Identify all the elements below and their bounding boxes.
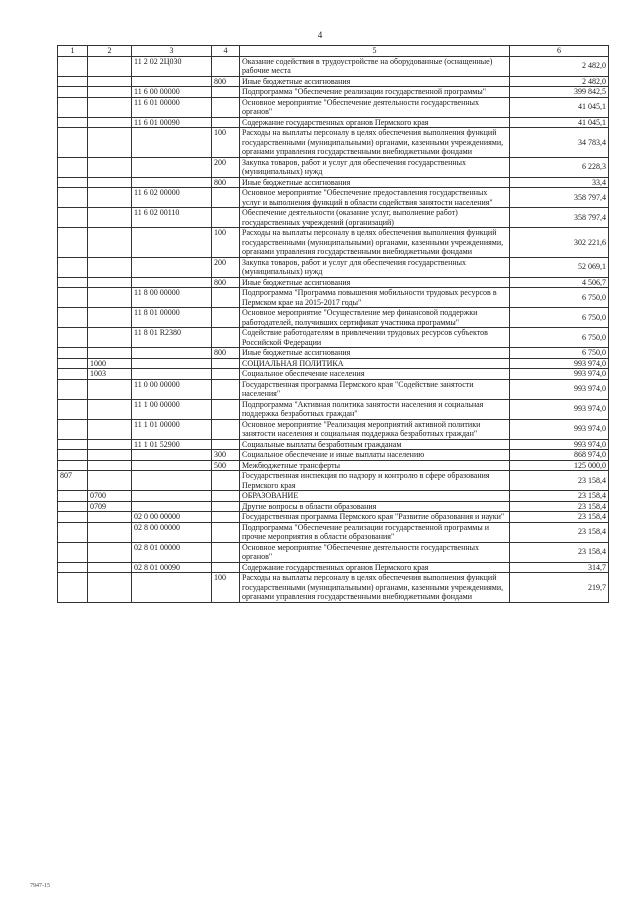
section-code-cell: 0700 (88, 491, 132, 502)
amount-cell: 41 045,1 (510, 117, 609, 128)
section-code-cell (88, 257, 132, 277)
table-row (58, 348, 609, 359)
budget-table (57, 45, 609, 603)
target-article-cell: 11 1 01 52900 (132, 439, 212, 450)
amount-cell: 868 974,0 (510, 450, 609, 461)
item-name-cell: Иные бюджетные ассигнования (240, 177, 510, 188)
amount-cell: 6 750,0 (510, 308, 609, 328)
item-name-cell: Основное мероприятие "Обеспечение предоставления государственных услуг и выполнения функций в области содействия занятости населения" (240, 188, 510, 208)
amount-cell: 23 158,4 (510, 471, 609, 491)
amount-cell: 33,4 (510, 177, 609, 188)
item-name-cell: Подпрограмма "Обеспечение реализации государственной программы" (240, 87, 510, 98)
section-code-cell (88, 328, 132, 348)
section-code-cell (88, 512, 132, 523)
target-article-cell: 11 6 01 00090 (132, 117, 212, 128)
table-row (58, 460, 609, 471)
ministry-code-cell (58, 208, 88, 228)
target-article-cell (132, 128, 212, 158)
ministry-code-cell (58, 177, 88, 188)
section-code-cell (88, 419, 132, 439)
item-name-cell: Расходы на выплаты персоналу в целях обеспечения выполнения функций государственными (муниципальными) органами, казенными учреждениями, органами управления государственными внебюджетными фондами (240, 573, 510, 603)
expense-type-cell: 800 (212, 177, 240, 188)
section-code-cell (88, 562, 132, 573)
expense-type-cell: 800 (212, 348, 240, 359)
amount-cell: 399 842,5 (510, 87, 609, 98)
table-row (58, 573, 609, 603)
target-article-cell: 11 1 00 00000 (132, 399, 212, 419)
item-name-cell: Иные бюджетные ассигнования (240, 277, 510, 288)
expense-type-cell (212, 208, 240, 228)
amount-cell: 23 158,4 (510, 542, 609, 562)
expense-type-cell (212, 308, 240, 328)
item-name-cell: Расходы на выплаты персоналу в целях обеспечения выполнения функций государственными (муниципальными) органами, казенными учреждениями, органами управления государственными внебюджетными фондами (240, 128, 510, 158)
table-row (58, 177, 609, 188)
section-code-cell (88, 399, 132, 419)
footer-code: 7947-15 (30, 883, 50, 889)
target-article-cell (132, 277, 212, 288)
ministry-code-cell (58, 97, 88, 117)
table-row (58, 188, 609, 208)
amount-cell: 993 974,0 (510, 419, 609, 439)
section-code-cell (88, 76, 132, 87)
ministry-code-cell (58, 460, 88, 471)
item-name-cell: Социальные выплаты безработным гражданам (240, 439, 510, 450)
ministry-code-cell (58, 228, 88, 258)
target-article-cell (132, 369, 212, 380)
ministry-code-cell (58, 87, 88, 98)
expense-type-cell: 100 (212, 573, 240, 603)
amount-cell: 2 482,0 (510, 76, 609, 87)
amount-cell: 993 974,0 (510, 439, 609, 450)
expense-type-cell (212, 491, 240, 502)
section-code-cell: 0709 (88, 501, 132, 512)
header-col-5: 5 (240, 46, 510, 57)
table-row (58, 228, 609, 258)
expense-type-cell (212, 512, 240, 523)
expense-type-cell (212, 56, 240, 76)
amount-cell: 23 158,4 (510, 512, 609, 523)
table-body (58, 56, 609, 602)
target-article-cell: 02 8 01 00090 (132, 562, 212, 573)
table-row (58, 562, 609, 573)
ministry-code-cell (58, 562, 88, 573)
ministry-code-cell (58, 76, 88, 87)
table-row (58, 379, 609, 399)
expense-type-cell (212, 328, 240, 348)
ministry-code-cell (58, 277, 88, 288)
item-name-cell: Основное мероприятие "Обеспечение деятельности государственных органов" (240, 97, 510, 117)
amount-cell: 34 783,4 (510, 128, 609, 158)
target-article-cell: 11 8 00 00000 (132, 288, 212, 308)
expense-type-cell: 300 (212, 450, 240, 461)
section-code-cell (88, 188, 132, 208)
item-name-cell: Содействие работодателям в привлечении трудовых ресурсов субъектов Российской Федерации (240, 328, 510, 348)
section-code-cell (88, 277, 132, 288)
table-row (58, 208, 609, 228)
amount-cell: 993 974,0 (510, 358, 609, 369)
item-name-cell: Государственная программа Пермского края "Развитие образования и науки" (240, 512, 510, 523)
expense-type-cell: 200 (212, 157, 240, 177)
section-code-cell: 1003 (88, 369, 132, 380)
target-article-cell (132, 177, 212, 188)
table-row (58, 491, 609, 502)
ministry-code-cell (58, 491, 88, 502)
ministry-code-cell (58, 512, 88, 523)
item-name-cell: Государственная инспекция по надзору и контролю в сфере образования Пермского края (240, 471, 510, 491)
section-code-cell (88, 157, 132, 177)
table-row (58, 522, 609, 542)
ministry-code-cell (58, 157, 88, 177)
section-code-cell (88, 460, 132, 471)
target-article-cell: 02 8 00 00000 (132, 522, 212, 542)
item-name-cell: Иные бюджетные ассигнования (240, 348, 510, 359)
section-code-cell (88, 471, 132, 491)
target-article-cell (132, 358, 212, 369)
ministry-code-cell (58, 522, 88, 542)
target-article-cell (132, 573, 212, 603)
amount-cell: 993 974,0 (510, 399, 609, 419)
table-row (58, 257, 609, 277)
table-row (58, 542, 609, 562)
target-article-cell (132, 76, 212, 87)
expense-type-cell: 100 (212, 228, 240, 258)
section-code-cell: 1000 (88, 358, 132, 369)
expense-type-cell: 800 (212, 277, 240, 288)
expense-type-cell (212, 369, 240, 380)
table-row (58, 117, 609, 128)
expense-type-cell (212, 439, 240, 450)
amount-cell: 2 482,0 (510, 56, 609, 76)
section-code-cell (88, 379, 132, 399)
expense-type-cell (212, 501, 240, 512)
section-code-cell (88, 573, 132, 603)
expense-type-cell: 100 (212, 128, 240, 158)
expense-type-cell (212, 399, 240, 419)
table-row (58, 97, 609, 117)
table-row (58, 76, 609, 87)
ministry-code-cell (58, 257, 88, 277)
item-name-cell: Основное мероприятие "Реализация мероприятий активной политики занятости населения и социальная поддержка безработных граждан" (240, 419, 510, 439)
section-code-cell (88, 522, 132, 542)
ministry-code-cell (58, 439, 88, 450)
target-article-cell (132, 348, 212, 359)
header-col-6: 6 (510, 46, 609, 57)
item-name-cell: Подпрограмма "Обеспечение реализации государственной программы и прочие мероприятия в области образования" (240, 522, 510, 542)
table-row (58, 308, 609, 328)
amount-cell: 314,7 (510, 562, 609, 573)
amount-cell: 23 158,4 (510, 501, 609, 512)
table-row (58, 450, 609, 461)
table-row (58, 277, 609, 288)
table-row (58, 87, 609, 98)
expense-type-cell (212, 358, 240, 369)
expense-type-cell (212, 288, 240, 308)
amount-cell: 358 797,4 (510, 208, 609, 228)
expense-type-cell (212, 97, 240, 117)
table-row (58, 358, 609, 369)
expense-type-cell (212, 419, 240, 439)
ministry-code-cell (58, 188, 88, 208)
item-name-cell: Социальное обеспечение и иные выплаты населению (240, 450, 510, 461)
item-name-cell: Другие вопросы в области образования (240, 501, 510, 512)
item-name-cell: Содержание государственных органов Пермского края (240, 117, 510, 128)
expense-type-cell (212, 188, 240, 208)
ministry-code-cell (58, 399, 88, 419)
amount-cell: 23 158,4 (510, 522, 609, 542)
ministry-code-cell (58, 117, 88, 128)
item-name-cell: Расходы на выплаты персоналу в целях обеспечения выполнения функций государственными (муниципальными) органами, казенными учреждениями, органами управления государственными внебюджетными фондами (240, 228, 510, 258)
table-row (58, 419, 609, 439)
target-article-cell: 11 6 01 00000 (132, 97, 212, 117)
ministry-code-cell (58, 573, 88, 603)
table-row (58, 56, 609, 76)
ministry-code-cell (58, 501, 88, 512)
expense-type-cell (212, 542, 240, 562)
section-code-cell (88, 56, 132, 76)
amount-cell: 6 750,0 (510, 348, 609, 359)
header-col-2: 2 (88, 46, 132, 57)
item-name-cell: Закупка товаров, работ и услуг для обеспечения государственных (муниципальных) нужд (240, 257, 510, 277)
item-name-cell: Закупка товаров, работ и услуг для обеспечения государственных (муниципальных) нужд (240, 157, 510, 177)
target-article-cell (132, 501, 212, 512)
amount-cell: 6 750,0 (510, 288, 609, 308)
target-article-cell (132, 491, 212, 502)
target-article-cell: 02 0 00 00000 (132, 512, 212, 523)
section-code-cell (88, 117, 132, 128)
amount-cell: 41 045,1 (510, 97, 609, 117)
target-article-cell: 11 6 02 00110 (132, 208, 212, 228)
amount-cell: 993 974,0 (510, 379, 609, 399)
target-article-cell: 11 1 01 00000 (132, 419, 212, 439)
ministry-code-cell (58, 348, 88, 359)
table-row (58, 512, 609, 523)
ministry-code-cell (58, 308, 88, 328)
header-col-3: 3 (132, 46, 212, 57)
item-name-cell: Социальное обеспечение населения (240, 369, 510, 380)
item-name-cell: Содержание государственных органов Пермского края (240, 562, 510, 573)
amount-cell: 6 228,3 (510, 157, 609, 177)
section-code-cell (88, 288, 132, 308)
ministry-code-cell (58, 450, 88, 461)
item-name-cell: СОЦИАЛЬНАЯ ПОЛИТИКА (240, 358, 510, 369)
table-row (58, 328, 609, 348)
section-code-cell (88, 128, 132, 158)
table-row (58, 369, 609, 380)
table-row (58, 501, 609, 512)
section-code-cell (88, 87, 132, 98)
target-article-cell: 11 8 01 00000 (132, 308, 212, 328)
item-name-cell: ОБРАЗОВАНИЕ (240, 491, 510, 502)
section-code-cell (88, 177, 132, 188)
item-name-cell: Оказание содействия в трудоустройстве на оборудованные (оснащенные) рабочие места (240, 56, 510, 76)
item-name-cell: Основное мероприятие "Осуществление мер финансовой поддержки работодателей, получивших сертификат участника программы" (240, 308, 510, 328)
section-code-cell (88, 439, 132, 450)
target-article-cell (132, 157, 212, 177)
target-article-cell (132, 471, 212, 491)
expense-type-cell (212, 87, 240, 98)
section-code-cell (88, 208, 132, 228)
table-row (58, 157, 609, 177)
expense-type-cell (212, 379, 240, 399)
header-col-4: 4 (212, 46, 240, 57)
target-article-cell: 11 2 02 2Ц030 (132, 56, 212, 76)
expense-type-cell (212, 117, 240, 128)
ministry-code-cell (58, 358, 88, 369)
item-name-cell: Межбюджетные трансферты (240, 460, 510, 471)
expense-type-cell: 500 (212, 460, 240, 471)
item-name-cell: Государственная программа Пермского края "Содействие занятости населения" (240, 379, 510, 399)
amount-cell: 125 000,0 (510, 460, 609, 471)
item-name-cell: Подпрограмма "Активная политика занятости населения и социальная поддержка безработных граждан" (240, 399, 510, 419)
amount-cell: 52 069,1 (510, 257, 609, 277)
ministry-code-cell (58, 542, 88, 562)
amount-cell: 358 797,4 (510, 188, 609, 208)
expense-type-cell: 800 (212, 76, 240, 87)
amount-cell: 23 158,4 (510, 491, 609, 502)
amount-cell: 993 974,0 (510, 369, 609, 380)
section-code-cell (88, 228, 132, 258)
target-article-cell (132, 228, 212, 258)
item-name-cell: Обеспечение деятельности (оказание услуг, выполнение работ) государственных учреждений (организаций) (240, 208, 510, 228)
table-row (58, 128, 609, 158)
target-article-cell: 02 8 01 00000 (132, 542, 212, 562)
amount-cell: 6 750,0 (510, 328, 609, 348)
target-article-cell (132, 257, 212, 277)
table-row (58, 399, 609, 419)
section-code-cell (88, 450, 132, 461)
target-article-cell (132, 450, 212, 461)
item-name-cell: Иные бюджетные ассигнования (240, 76, 510, 87)
page-number: 4 (317, 30, 323, 40)
target-article-cell (132, 460, 212, 471)
ministry-code-cell (58, 379, 88, 399)
amount-cell: 219,7 (510, 573, 609, 603)
ministry-code-cell (58, 369, 88, 380)
expense-type-cell: 200 (212, 257, 240, 277)
section-code-cell (88, 308, 132, 328)
target-article-cell: 11 6 00 00000 (132, 87, 212, 98)
amount-cell: 302 221,6 (510, 228, 609, 258)
target-article-cell: 11 6 02 00000 (132, 188, 212, 208)
expense-type-cell (212, 522, 240, 542)
expense-type-cell (212, 562, 240, 573)
table-row (58, 471, 609, 491)
section-code-cell (88, 542, 132, 562)
expense-type-cell (212, 471, 240, 491)
target-article-cell: 11 8 01 R2380 (132, 328, 212, 348)
table-row (58, 439, 609, 450)
table-row (58, 288, 609, 308)
ministry-code-cell (58, 128, 88, 158)
ministry-code-cell: 807 (58, 471, 88, 491)
item-name-cell: Подпрограмма "Программа повышения мобильности трудовых ресурсов в Пермском крае на 2015-2017 годы" (240, 288, 510, 308)
ministry-code-cell (58, 288, 88, 308)
ministry-code-cell (58, 56, 88, 76)
table-header-row (58, 46, 609, 57)
ministry-code-cell (58, 328, 88, 348)
item-name-cell: Основное мероприятие "Обеспечение деятельности государственных органов" (240, 542, 510, 562)
target-article-cell: 11 0 00 00000 (132, 379, 212, 399)
ministry-code-cell (58, 419, 88, 439)
section-code-cell (88, 348, 132, 359)
header-col-1: 1 (58, 46, 88, 57)
amount-cell: 4 506,7 (510, 277, 609, 288)
section-code-cell (88, 97, 132, 117)
